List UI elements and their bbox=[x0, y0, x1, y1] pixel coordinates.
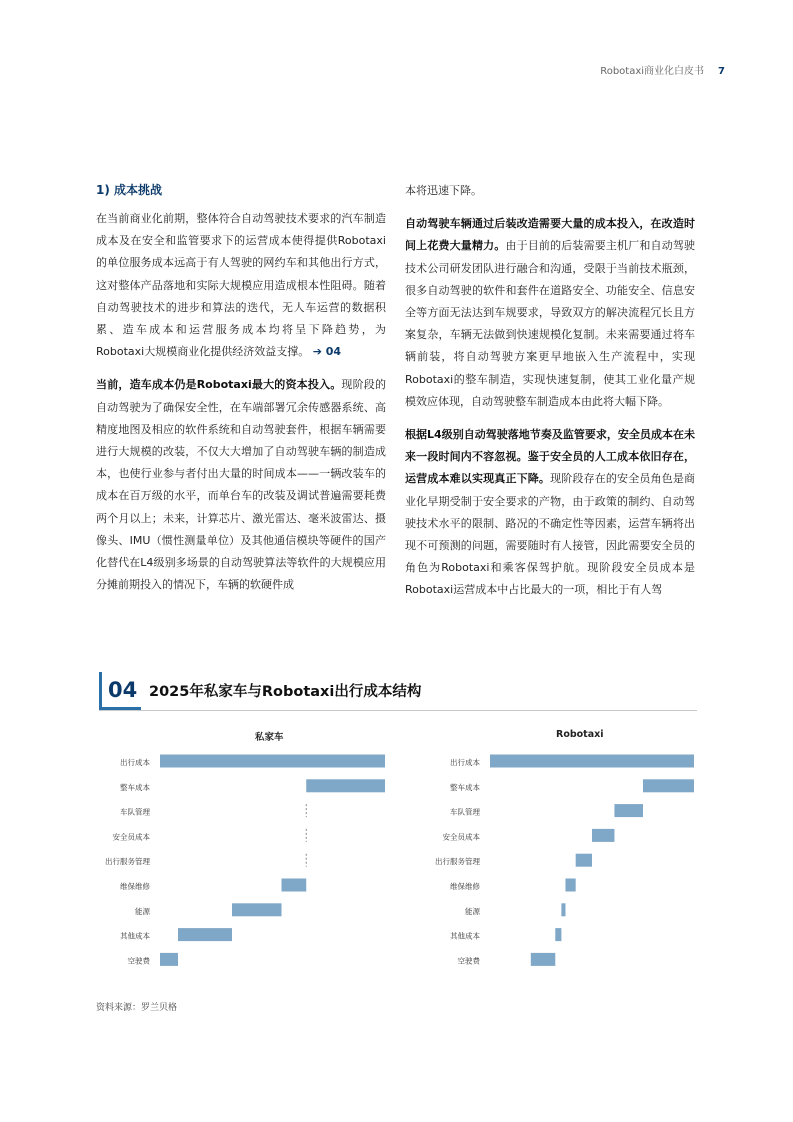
waterfall-chart-robotaxi bbox=[398, 750, 703, 980]
paragraph-lead: 当前，造车成本仍是Robotaxi最大的资本投入。 bbox=[96, 378, 342, 392]
waterfall-bar bbox=[614, 804, 643, 817]
category-label: 其他成本 bbox=[120, 931, 150, 941]
figure-title: 2025年私家车与Robotaxi出行成本结构 bbox=[149, 684, 422, 700]
waterfall-bar bbox=[306, 779, 385, 792]
category-label: 维保维修 bbox=[450, 882, 480, 891]
category-label: 维保维修 bbox=[120, 882, 150, 891]
category-label: 车队管理 bbox=[120, 807, 150, 817]
paragraph bbox=[96, 374, 386, 596]
waterfall-bar bbox=[232, 903, 282, 916]
figure-number: 04 bbox=[99, 672, 141, 710]
chart-title-private-car: 私家车 bbox=[255, 732, 284, 743]
paragraph bbox=[405, 213, 695, 413]
waterfall-bar bbox=[178, 928, 232, 941]
category-label: 车队管理 bbox=[450, 807, 480, 817]
waterfall-bar bbox=[490, 755, 694, 768]
category-label: 出行服务管理 bbox=[435, 857, 480, 867]
chart-title-robotaxi: Robotaxi bbox=[556, 729, 604, 740]
category-label: 能源 bbox=[135, 906, 150, 916]
figure-reference-link[interactable]: ➔ 04 bbox=[312, 345, 342, 359]
category-label: 其他成本 bbox=[450, 931, 480, 941]
category-label: 出行服务管理 bbox=[105, 857, 150, 867]
category-label: 安全员成本 bbox=[112, 832, 150, 842]
left-column bbox=[96, 180, 386, 607]
waterfall-bar bbox=[282, 879, 307, 892]
paragraph-text: 现阶段存在的安全员角色是商业化早期受制于安全要求的产物，由于政策的制约、自动驾驶技术水平的限制、路况的不确定性等因素，运营车辆将出现不可预测的问题，需要随时有人接管，因此需要安全员的角色为Robotaxi和乘客保驾护航。现阶段安全员成本是Robotaxi运营成本中占比最大的一项，相比于有人驾 bbox=[405, 472, 696, 597]
running-header bbox=[600, 62, 725, 77]
paragraph bbox=[405, 424, 695, 602]
waterfall-bar bbox=[561, 903, 565, 916]
section-title: 1) 成本挑战 bbox=[96, 183, 163, 197]
category-label: 整车成本 bbox=[450, 782, 480, 792]
paragraph-text: 现阶段的自动驾驶为了确保安全性，在车端部署冗余传感器系统、高精度地图及相应的软件系统和自动驾驶套件，根据车辆需要进行大规模的改装，不仅大大增加了自动驾驶车辆的制造成本，也使行业参与者付出大量的时间成本——一辆改装车的成本在百万级的水平，而单台车的改装及调试普遍需要耗费两个月以上；未来，计算芯片、激光雷达、毫米波雷达、摄像头、IMU（惯性测量单位）及其他通信模块等硬件的国产化替代在L4级别多场景的自动驾驶算法等软件的大规模应用分摊前期投入的情况下，车辆的软硬件成 bbox=[96, 378, 386, 592]
paragraph: 本将迅速下降。 bbox=[405, 184, 482, 197]
category-label: 安全员成本 bbox=[442, 832, 480, 842]
figure-header bbox=[99, 672, 697, 711]
category-label: 能源 bbox=[465, 906, 480, 916]
category-label: 空驶费 bbox=[457, 956, 480, 966]
paragraph bbox=[96, 208, 386, 363]
page-number: 7 bbox=[718, 66, 725, 77]
waterfall-bar bbox=[160, 755, 385, 768]
category-label: 空驶费 bbox=[127, 956, 150, 966]
paragraph-lead: 自动驾驶车辆通过后装改造需要大量的成本投入，在改造时间上花费大量精力。 bbox=[405, 217, 695, 253]
category-label: 出行成本 bbox=[120, 758, 150, 767]
paragraph-lead: 根据L4级别自动驾驶落地节奏及监管要求，安全员成本在未来一段时间内不容忽视。鉴于安全员的人工成本依旧存在，运营成本难以实现真正下降。 bbox=[405, 428, 695, 486]
waterfall-bar bbox=[555, 928, 561, 941]
waterfall-bar bbox=[592, 829, 614, 842]
right-column bbox=[405, 180, 695, 613]
waterfall-bar bbox=[643, 779, 694, 792]
waterfall-bar bbox=[531, 953, 555, 966]
waterfall-bar bbox=[576, 854, 592, 867]
paragraph-text: 在当前商业化前期，整体符合自动驾驶技术要求的汽车制造成本及在安全和监管要求下的运营成本使得提供Robotaxi的单位服务成本远高于有人驾驶的网约车和其他出行方式，这对整体产品落地和实际大规模应用造成根本性阻碍。随着自动驾驶技术的进步和算法的迭代，无人车运营的数据积累、造车成本和运营服务成本均将呈下降趋势，为Robotaxi大规模商业化提供经济效益支撑。 bbox=[96, 212, 386, 359]
header-title: Robotaxi商业化白皮书 bbox=[600, 66, 705, 77]
paragraph-text: 由于目前的后装需要主机厂和自动驾驶技术公司研发团队进行融合和沟通，受限于当前技术瓶颈，很多自动驾驶的软件和套件在道路安全、功能安全、信息安全等方面无法达到车规要求，导致双方的解决流程冗长且方案复杂，车辆无法做到快速规模化复制。未来需要通过将车辆前装，将自动驾驶方案更早地嵌入生产流程中，实现Robotaxi的整车制造，实现快速复制，使其工业化量产规模效应体现，自动驾驶整车制造成本由此将大幅下降。 bbox=[405, 239, 696, 408]
category-label: 整车成本 bbox=[120, 782, 150, 792]
waterfall-bar bbox=[160, 953, 178, 966]
category-label: 出行成本 bbox=[450, 758, 480, 767]
source-note: 资料来源：罗兰贝格 bbox=[96, 1003, 178, 1013]
waterfall-bar bbox=[565, 879, 575, 892]
waterfall-chart-private-car bbox=[100, 750, 400, 980]
